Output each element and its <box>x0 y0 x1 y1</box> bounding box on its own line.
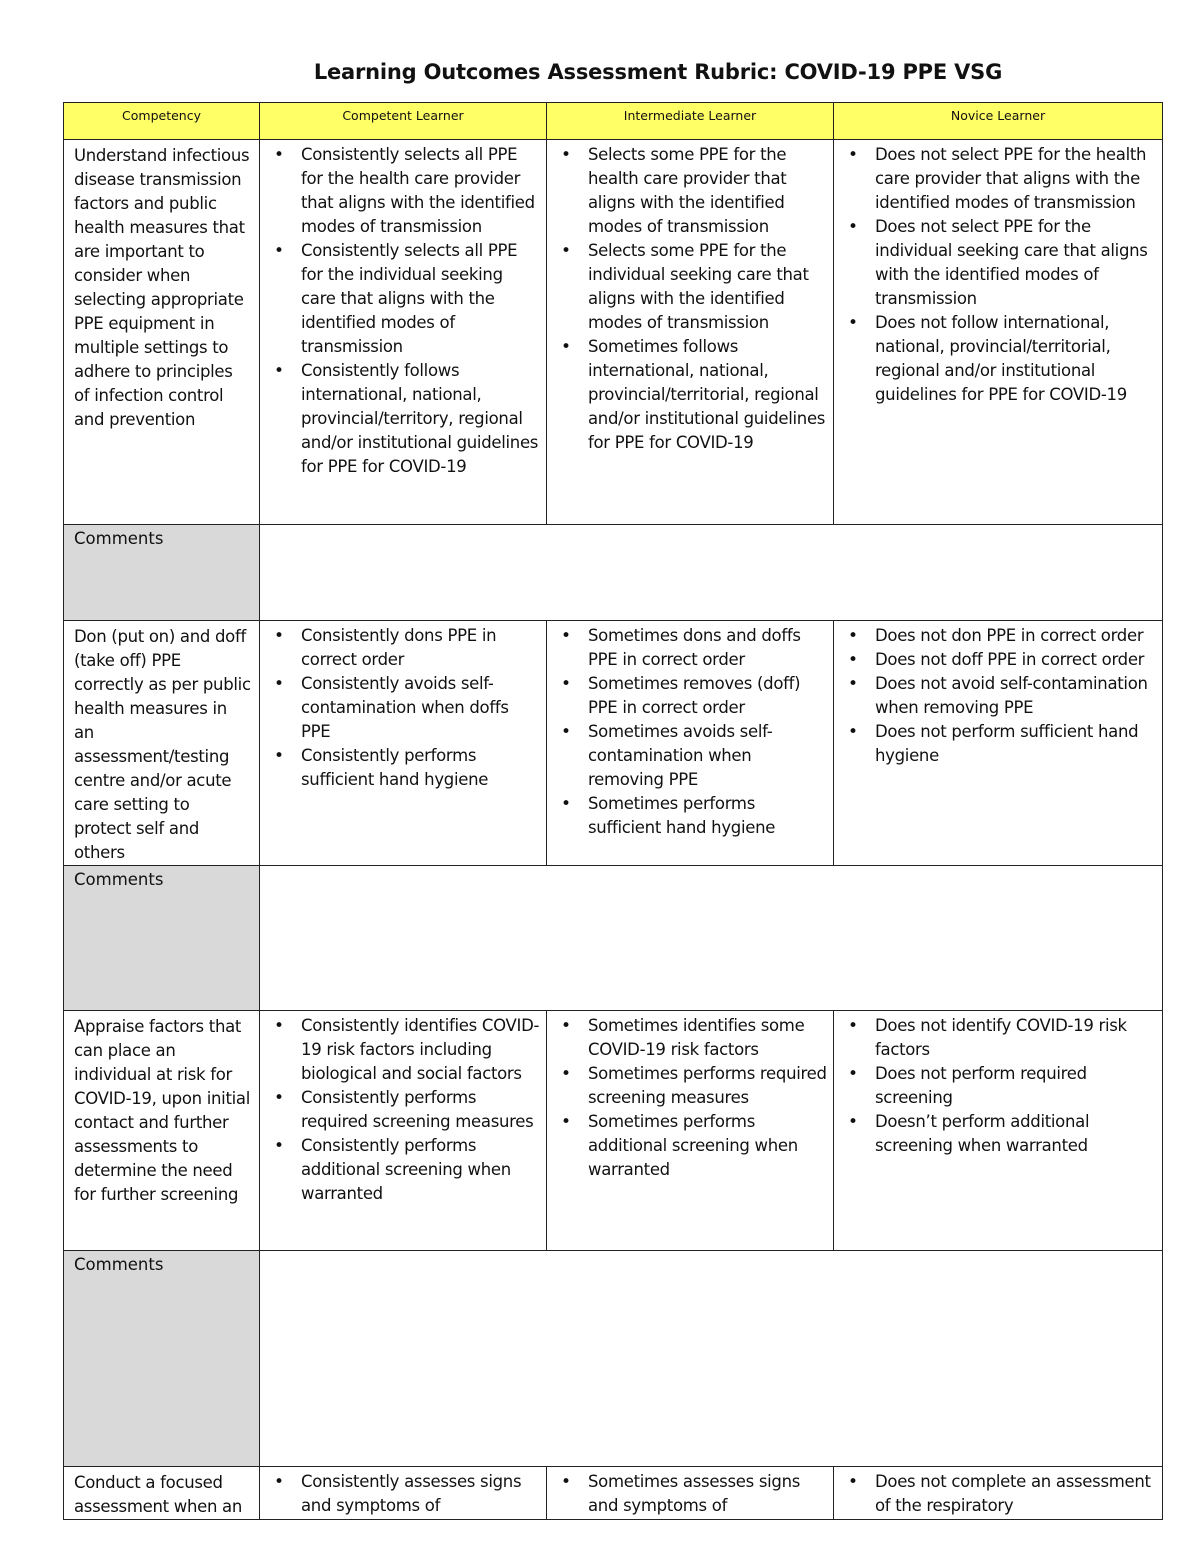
comments-row <box>64 1251 1163 1467</box>
header-competent-learner: Competent Learner <box>260 103 547 140</box>
competent-cell <box>260 1011 547 1251</box>
list-item: • Consistently performs additional screening when warranted <box>260 1134 540 1206</box>
list-item: • Does not select PPE for the health care provider that aligns with the identified modes of transmission <box>834 143 1156 215</box>
table-row <box>64 1467 1163 1520</box>
rubric-table <box>63 102 1163 1520</box>
list-item: • Sometimes avoids self-contamination when removing PPE <box>547 720 827 792</box>
comments-field[interactable] <box>260 866 1163 1011</box>
list-item: • Does not complete an assessment of the respiratory <box>834 1470 1156 1518</box>
competency-cell: Understand infectious disease transmission factors and public health measures that are important to consider when selecting appropriate PPE equipment in multiple settings to adhere to principles of infection control and prevention <box>64 140 260 525</box>
novice-cell <box>834 621 1163 866</box>
list-item: • Consistently performs required screening measures <box>260 1086 540 1134</box>
list-item: • Consistently selects all PPE for the health care provider that aligns with the identified modes of transmission <box>260 143 540 239</box>
competent-cell <box>260 140 547 525</box>
list-item: • Sometimes performs sufficient hand hygiene <box>547 792 827 840</box>
competency-cell: Conduct a focused assessment when an <box>64 1467 260 1520</box>
comments-label: Comments <box>64 1251 260 1467</box>
header-competency: Competency <box>64 103 260 140</box>
comments-row <box>64 866 1163 1011</box>
list-item: • Does not follow international, national, provincial/territorial, regional and/or institutional guidelines for PPE for COVID-19 <box>834 311 1156 407</box>
list-item: • Does not doff PPE in correct order <box>834 648 1156 672</box>
table-header-row <box>64 103 1163 140</box>
list-item: • Consistently dons PPE in correct order <box>260 624 540 672</box>
list-item: • Selects some PPE for the individual seeking care that aligns with the identified modes of transmission <box>547 239 827 335</box>
list-item: • Sometimes follows international, national, provincial/territorial, regional and/or institutional guidelines for PPE for COVID-19 <box>547 335 827 455</box>
comments-label: Comments <box>64 866 260 1011</box>
intermediate-cell <box>547 1011 834 1251</box>
list-item: • Consistently avoids self-contamination when doffs PPE <box>260 672 540 744</box>
list-item: • Sometimes removes (doff) PPE in correct order <box>547 672 827 720</box>
table-row <box>64 621 1163 866</box>
list-item: • Sometimes identifies some COVID-19 risk factors <box>547 1014 827 1062</box>
comments-field[interactable] <box>260 525 1163 621</box>
list-item: • Sometimes performs additional screening when warranted <box>547 1110 827 1182</box>
comments-label: Comments <box>64 525 260 621</box>
novice-cell <box>834 140 1163 525</box>
competency-cell: Don (put on) and doff (take off) PPE correctly as per public health measures in an assessment/testing centre and/or acute care setting to protect self and others <box>64 621 260 866</box>
list-item: • Consistently follows international, national, provincial/territory, regional and/or institutional guidelines for PPE for COVID-19 <box>260 359 540 479</box>
comments-row <box>64 525 1163 621</box>
comments-field[interactable] <box>260 1251 1163 1467</box>
list-item: • Sometimes performs required screening measures <box>547 1062 827 1110</box>
list-item: • Consistently assesses signs and symptoms of <box>260 1470 540 1518</box>
header-novice-learner: Novice Learner <box>834 103 1163 140</box>
list-item: • Does not perform sufficient hand hygiene <box>834 720 1156 768</box>
competent-cell <box>260 1467 547 1520</box>
intermediate-cell <box>547 140 834 525</box>
header-intermediate-learner: Intermediate Learner <box>547 103 834 140</box>
list-item: • Sometimes assesses signs and symptoms of <box>547 1470 827 1518</box>
competent-cell <box>260 621 547 866</box>
intermediate-cell <box>547 1467 834 1520</box>
competency-cell: Appraise factors that can place an individual at risk for COVID-19, upon initial contact and further assessments to determine the need for further screening <box>64 1011 260 1251</box>
list-item: • Does not avoid self-contamination when removing PPE <box>834 672 1156 720</box>
list-item: • Consistently identifies COVID-19 risk factors including biological and social factors <box>260 1014 540 1086</box>
list-item: • Sometimes dons and doffs PPE in correct order <box>547 624 827 672</box>
list-item: • Does not identify COVID-19 risk factors <box>834 1014 1156 1062</box>
novice-cell <box>834 1467 1163 1520</box>
intermediate-cell <box>547 621 834 866</box>
novice-cell <box>834 1011 1163 1251</box>
list-item: • Consistently performs sufficient hand hygiene <box>260 744 540 792</box>
list-item: • Selects some PPE for the health care provider that aligns with the identified modes of transmission <box>547 143 827 239</box>
list-item: • Does not don PPE in correct order <box>834 624 1156 648</box>
list-item: • Doesn’t perform additional screening when warranted <box>834 1110 1156 1158</box>
list-item: • Does not perform required screening <box>834 1062 1156 1110</box>
list-item: • Consistently selects all PPE for the individual seeking care that aligns with the identified modes of transmission <box>260 239 540 359</box>
document-title: Learning Outcomes Assessment Rubric: COVID-19 PPE VSG <box>313 60 1003 84</box>
list-item: • Does not select PPE for the individual seeking care that aligns with the identified modes of transmission <box>834 215 1156 311</box>
table-row <box>64 1011 1163 1251</box>
table-row <box>64 140 1163 525</box>
